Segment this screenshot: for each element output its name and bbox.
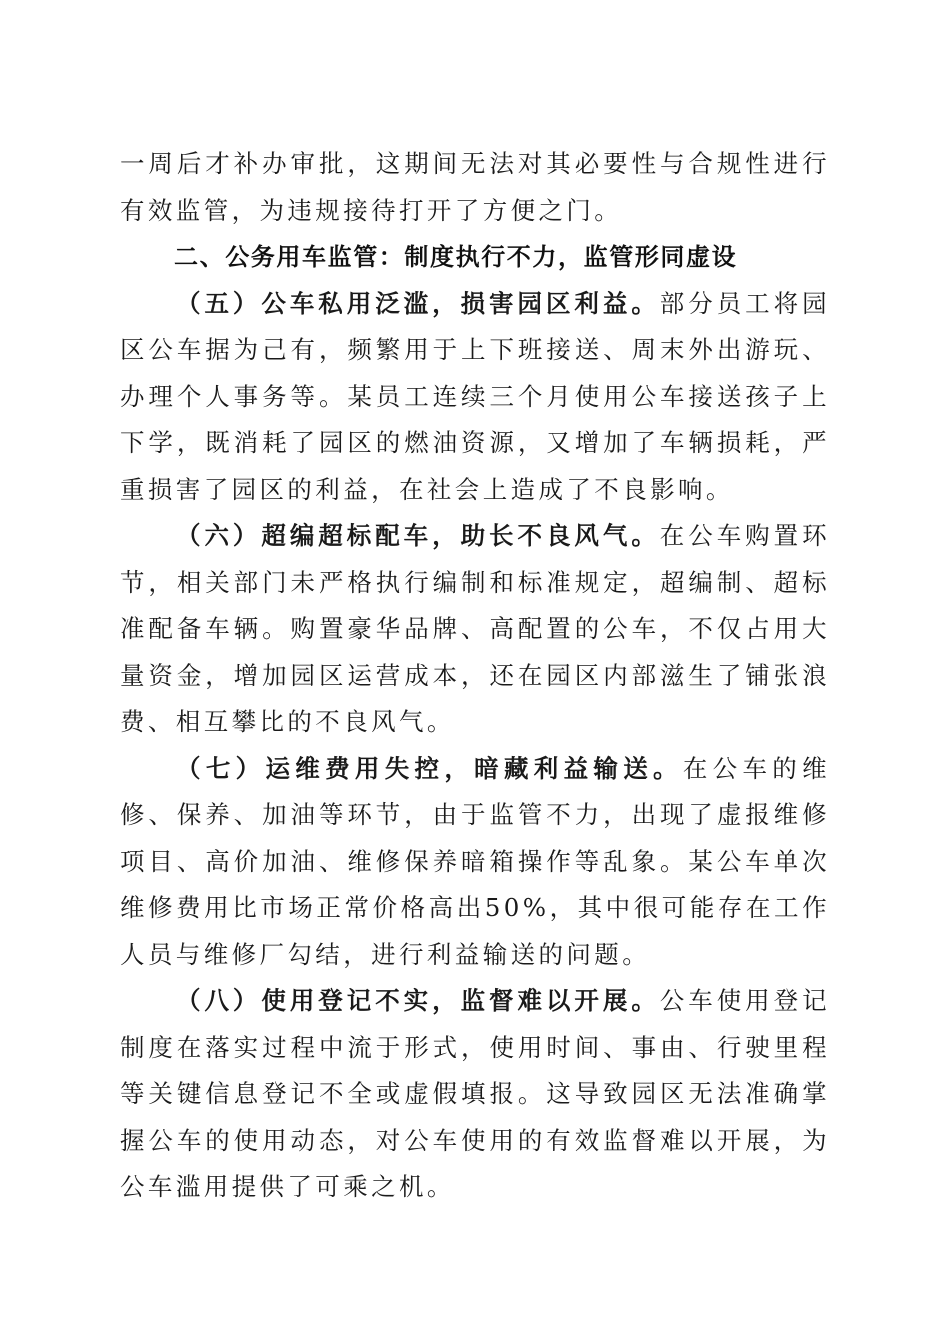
intro-paragraph: 一周后才补办审批，这期间无法对其必要性与合规性进行有效监管，为违规接待打开了方便之门。 bbox=[120, 149, 830, 225]
item-body-6: 在公车购置环节，相关部门未严格执行编制和标准规定，超编制、超标准配备车辆。购置豪华品牌、高配置的公车，不仅占用大量资金，增加园区运营成本，还在园区内部滋生了铺张浪费、相互攀比的不良风气。 bbox=[120, 521, 830, 736]
item-lead-5: （五）公车私用泛滥，损害园区利益。 bbox=[176, 288, 660, 318]
item-body-8: 公车使用登记制度在落实过程中流于形式，使用时间、事由、行驶里程等关键信息登记不全或虚假填报。这导致园区无法准确掌握公车的使用动态，对公车使用的有效监督难以开展，为公车滥用提供了可乘之机。 bbox=[120, 986, 830, 1201]
item-lead-6: （六）超编超标配车，助长不良风气。 bbox=[176, 521, 660, 550]
item-body-7: 在公车的维修、保养、加油等环节，由于监管不力，出现了虚报维修项目、高价加油、维修保养暗箱操作等乱象。某公车单次维修费用比市场正常价格高出50%，其中很可能存在工作人员与维修厂勾结，进行利益输送的问题。 bbox=[120, 753, 830, 969]
item-lead-7: （七）运维费用失控，暗藏利益输送。 bbox=[176, 753, 683, 783]
item-body-5: 部分员工将园区公车据为己有，频繁用于上下班接送、周末外出游玩、办理个人事务等。某员工连续三个月使用公车接送孩子上下学，既消耗了园区的燃油资源，又增加了车辆损耗，严重损害了园区的利益，在社会上造成了不良影响。 bbox=[120, 288, 830, 504]
item-paragraph-6 bbox=[120, 513, 830, 746]
item-paragraph-5 bbox=[120, 281, 830, 514]
item-lead-8: （八）使用登记不实，监督难以开展。 bbox=[176, 986, 660, 1015]
document-body bbox=[120, 141, 830, 1211]
item-paragraph-8 bbox=[120, 978, 830, 1211]
section-heading: 二、公务用车监管：制度执行不力，监管形同虚设 bbox=[174, 243, 738, 271]
item-paragraph-7 bbox=[120, 746, 830, 979]
